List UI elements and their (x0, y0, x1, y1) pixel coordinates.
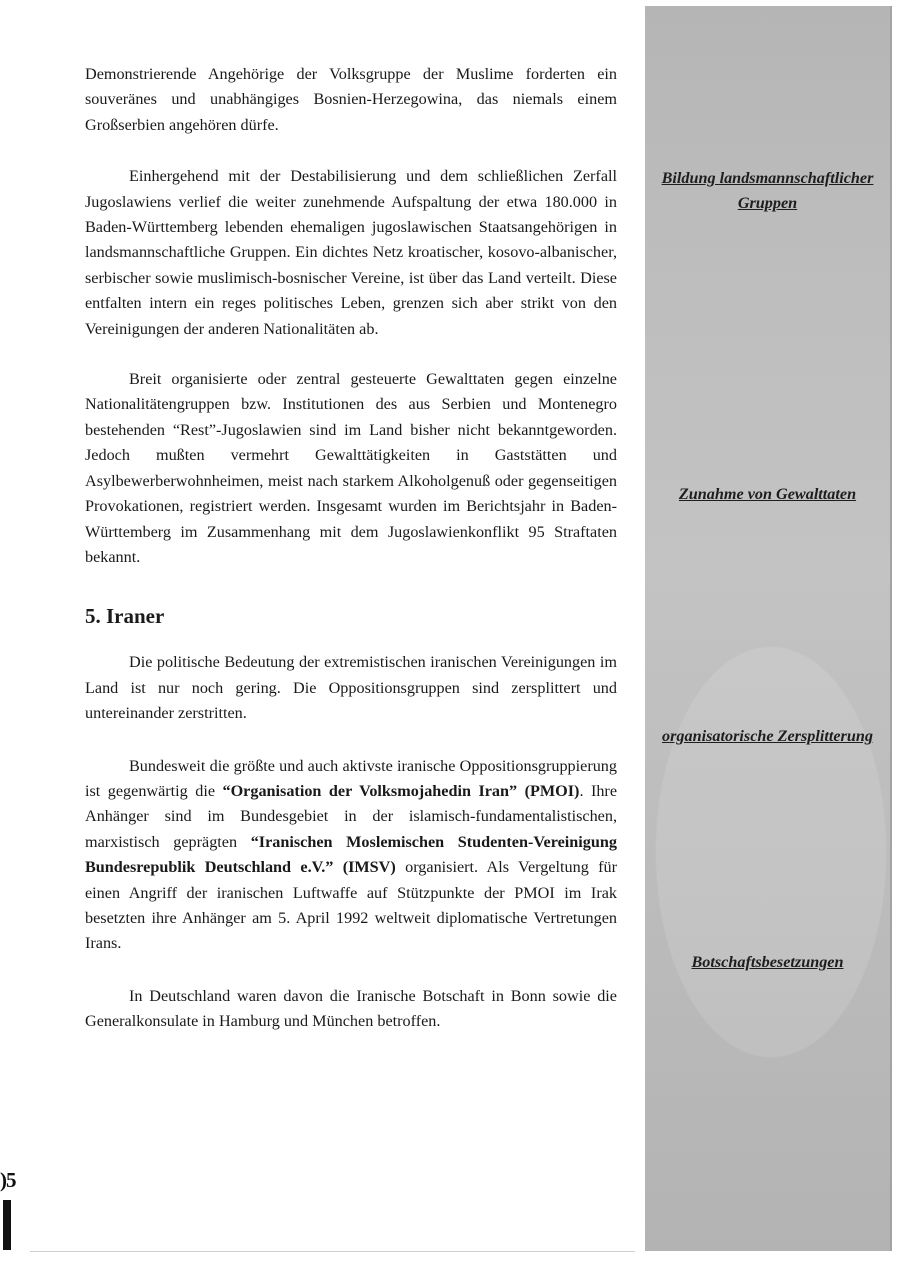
paragraph-yugoslav-fragmentation: Einhergehend mit der Destabilisierung und dem schließlichen Zerfall Jugoslawiens verlief die weiter zunehmende Aufspaltung der etwa 180.000 in Baden-Württemberg lebenden ehemaligen jugoslawischen Staatsangehörigen in landsmannschaftliche Gruppen. Ein dichtes Netz kroatischer, kosovo-albanischer, serbischer sowie muslimisch-bosnischer Vereine, ist über das Land verteilt. Diese entfalten intern ein reges politisches Leben, grenzen sich aber strikt von den Vereinigungen der anderen Nationalitäten ab. (85, 167, 617, 338)
pmoi-text-1: Bundesweit die größte und auch aktivste iranische Oppositionsgruppierung ist gegenwärtig die (85, 756, 617, 800)
pmoi-org-name: “Organisation der Volksmojahedin Iran” (PMOI) (222, 781, 580, 800)
main-text-column (85, 62, 617, 1035)
margin-notes-column (645, 6, 892, 1251)
background-seal-watermark (655, 646, 887, 1058)
bottom-rule (30, 1251, 635, 1252)
paragraph-muslim-demands: Demonstrierende Angehörige der Volksgruppe der Muslime forderten ein souveränes und unabhängiges Bosnien-Herzegowina, das niemals einem Großserbien angehören dürfe. (85, 65, 617, 134)
paragraph-embassy: In Deutschland waren davon die Iranische Botschaft in Bonn sowie die Generalkonsulate in Hamburg und München betroffen. (85, 986, 617, 1031)
paragraph-iranian-groups: Die politische Bedeutung der extremistischen iranischen Vereinigungen im Land ist nur noch gering. Die Oppositionsgruppen sind zersplittert und untereinander zerstritten. (85, 653, 617, 723)
paragraph-violence: Breit organisierte oder zentral gesteuerte Gewalttaten gegen einzelne Nationalitätengruppen bzw. Institutionen des aus Serbien und Montenegro bestehenden “Rest”-Jugoslawien sind im Land bisher nicht bekanntgeworden. Jedoch mußten vermehrt Gewalttätigkeiten in Gaststätten und Asylbewerberwohnheimen, meist nach starkem Alkoholgenuß oder gegenseitigen Provokationen, registriert werden. Insgesamt wurden im Berichtsjahr in Baden-Württemberg im Zusammenhang mit dem Jugoslawienkonflikt 95 Straftaten bekannt. (85, 370, 617, 566)
crop-mark-bar (3, 1200, 11, 1250)
pmoi-text-2: . Ihre Anhänger sind im Bundesgebiet in der islamisch-fundamentalistischen, marxistisch geprägten (85, 781, 618, 851)
page-number: )5 (0, 1168, 16, 1192)
paragraph-pmoi (85, 754, 617, 957)
margin-note-zersplitterung: organisatorische Zersplitterung (662, 727, 873, 745)
margin-note-gewalttaten: Zunahme von Gewalttaten (678, 485, 857, 503)
margin-note-botschaftsbesetzungen: Botschaftsbesetzungen (691, 953, 844, 971)
imsv-org-name: “Iranischen Moslemischen Studenten-Vereinigung Bundesrepublik Deutschland e.V.” (IMSV) (85, 832, 617, 877)
pmoi-text-3: organisiert. Als Vergeltung für einen Angriff der iranischen Luftwaffe auf Stützpunkte der PMOI im Irak besetzten ihre Anhänger am 5. April 1992 weltweit diplomatische Vertretungen Irans. (85, 858, 617, 953)
margin-note-landsmannschaft: Bildung landsmannschaftlicher Gruppen (661, 169, 874, 213)
section-heading-iraner: 5. Iraner (85, 604, 165, 629)
